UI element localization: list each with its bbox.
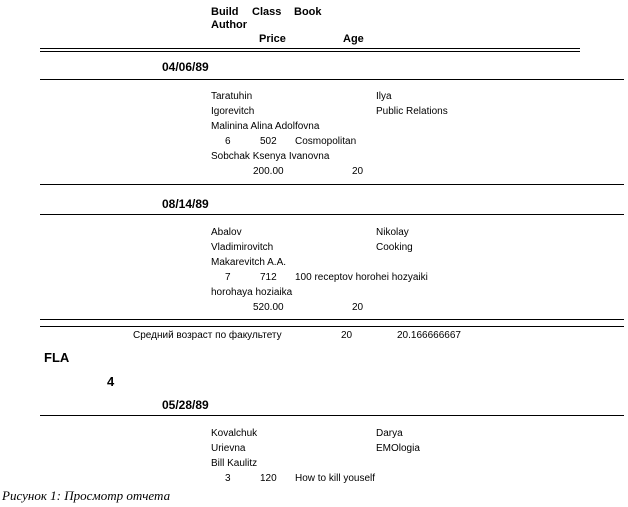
header-build: Build	[211, 6, 239, 18]
reader-name: Sobchak Ksenya Ivanovna	[211, 151, 330, 162]
summary-value: 20	[341, 330, 353, 341]
header-book: Book	[294, 6, 322, 18]
faculty-code: FLA	[44, 350, 70, 365]
book-class: 120	[260, 473, 277, 484]
student-patronymic: Igorevitch	[211, 106, 255, 117]
group-date: 08/14/89	[162, 197, 209, 211]
divider	[40, 326, 624, 327]
faculty-number: 4	[107, 374, 115, 389]
book-class: 502	[260, 136, 277, 147]
book-title: How to kill youself	[295, 473, 376, 484]
header-author: Author	[211, 19, 248, 31]
student-surname: Taratuhin	[211, 91, 253, 102]
book-price: 200.00	[253, 166, 284, 177]
book-author: Makarevitch A.A.	[211, 257, 287, 268]
divider	[40, 79, 624, 80]
figure-caption: Рисунок 1: Просмотр отчета	[2, 488, 171, 503]
summary-label: Средний возраст по факультету	[133, 330, 282, 341]
student-faculty: Cooking	[376, 242, 413, 253]
group-date: 05/28/89	[162, 398, 209, 412]
book-title-continued: horohaya hoziaika	[211, 287, 293, 298]
book-price: 520.00	[253, 302, 284, 313]
header-class: Class	[252, 6, 282, 18]
group-date: 04/06/89	[162, 60, 209, 74]
divider	[40, 415, 624, 416]
student-first-name: Nikolay	[376, 227, 409, 238]
header-price: Price	[259, 33, 286, 45]
book-author: Bill Kaulitz	[211, 458, 258, 469]
student-patronymic: Urievna	[211, 443, 246, 454]
reader-age: 20	[352, 302, 364, 313]
book-build: 7	[225, 272, 231, 283]
book-class: 712	[260, 272, 277, 283]
student-first-name: Darya	[376, 428, 403, 439]
divider	[40, 319, 624, 320]
book-author: Malinina Alina Adolfovna	[211, 121, 320, 132]
student-first-name: Ilya	[376, 91, 392, 102]
reader-age: 20	[352, 166, 364, 177]
student-patronymic: Vladimirovitch	[211, 242, 274, 253]
header-divider	[40, 48, 580, 52]
student-faculty: EMOlogia	[376, 443, 420, 454]
book-build: 3	[225, 473, 231, 484]
divider	[40, 184, 624, 185]
book-title: 100 receptov horohei hozyaiki	[295, 272, 428, 283]
student-faculty: Public Relations	[376, 106, 448, 117]
summary-average: 20.166666667	[397, 330, 461, 341]
student-surname: Kovalchuk	[211, 428, 258, 439]
header-age: Age	[343, 33, 364, 45]
book-title: Cosmopolitan	[295, 136, 357, 147]
divider	[40, 214, 624, 215]
student-surname: Abalov	[211, 227, 242, 238]
book-build: 6	[225, 136, 231, 147]
